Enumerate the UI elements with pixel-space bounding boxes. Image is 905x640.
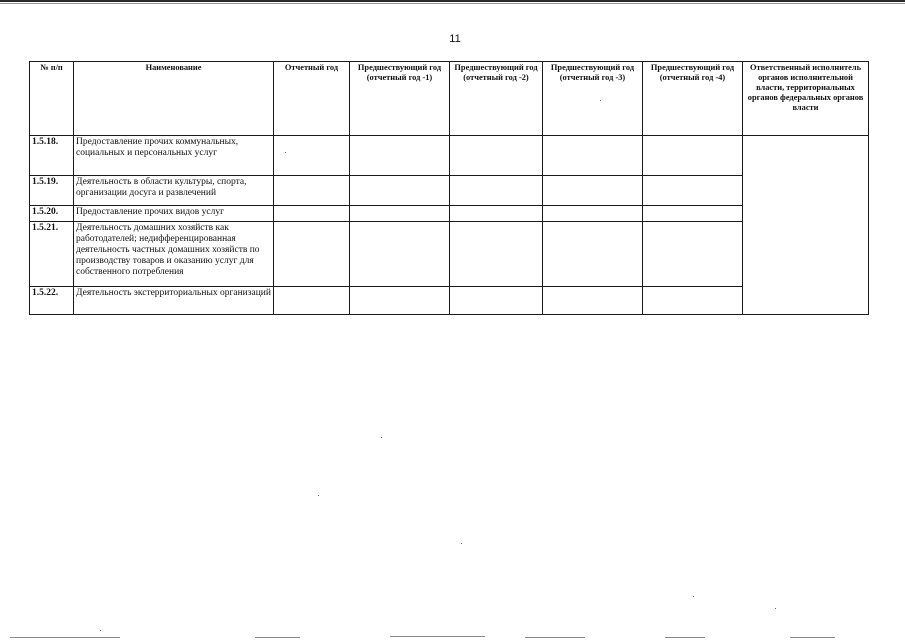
table-header-row: [30, 62, 869, 136]
table-row: [30, 136, 869, 176]
cell-prev-year-1: [350, 136, 450, 176]
cell-prev-year-3: [543, 136, 643, 176]
cell-prev-year-2: [450, 136, 543, 176]
header-name: Наименование: [74, 62, 274, 136]
row-num: 1.5.20.: [30, 206, 74, 222]
scan-top-border-shadow: [0, 3, 905, 4]
scan-speck: [318, 495, 319, 496]
cell-prev-year-4: [643, 136, 743, 176]
cell-prev-year-2: [450, 287, 543, 315]
page-number: 11: [449, 33, 461, 45]
cell-prev-year-4: [643, 176, 743, 206]
cell-responsible: [743, 136, 869, 315]
row-name: Деятельность домашних хозяйств как работодателей; недифференцированная деятельность частных домашних хозяйств по производству товаров и оказанию услуг для собственного потребления: [74, 222, 274, 287]
header-prev-year-1-sub: (отчетный год -1): [366, 73, 433, 82]
header-prev-year-1-title: Предшествующий год: [357, 63, 442, 72]
cell-reporting-year: [274, 136, 350, 176]
scan-speck: [285, 152, 286, 153]
cell-reporting-year: [274, 176, 350, 206]
header-prev-year-2: [450, 62, 543, 136]
scan-speck: [775, 608, 776, 609]
row-name: Деятельность в области культуры, спорта, организации досуга и развлечений: [74, 176, 274, 206]
header-reporting-year-label: Отчетный год: [284, 63, 339, 72]
header-prev-year-1: [350, 62, 450, 136]
row-name: Предоставление прочих коммунальных, социальных и персональных услуг: [74, 136, 274, 176]
cell-prev-year-4: [643, 287, 743, 315]
scan-speck: [100, 630, 101, 631]
row-name: Деятельность экстерриториальных организаций: [74, 287, 274, 315]
cell-prev-year-2: [450, 222, 543, 287]
header-responsible: Ответственный исполнитель органов исполнительной власти, территориальных органов федеральных органов власти: [743, 62, 869, 136]
scan-top-border: [0, 0, 905, 2]
cell-prev-year-1: [350, 176, 450, 206]
cell-prev-year-1: [350, 206, 450, 222]
cell-prev-year-3: [543, 176, 643, 206]
scan-speck: [461, 543, 462, 544]
scan-speck: [693, 596, 694, 597]
cell-prev-year-3: [543, 287, 643, 315]
header-num: № п/п: [30, 62, 74, 136]
row-name: Предоставление прочих видов услуг: [74, 206, 274, 222]
header-prev-year-3-title: Предшествующий год: [550, 63, 635, 72]
row-num: 1.5.18.: [30, 136, 74, 176]
row-num: 1.5.21.: [30, 222, 74, 287]
cell-prev-year-3: [543, 206, 643, 222]
header-prev-year-4-sub: (отчетный год -4): [659, 73, 726, 82]
cell-reporting-year: [274, 222, 350, 287]
cell-prev-year-2: [450, 206, 543, 222]
header-prev-year-3: [543, 62, 643, 136]
cell-prev-year-2: [450, 176, 543, 206]
scan-bottom-edge: [0, 634, 905, 640]
cell-reporting-year: [274, 206, 350, 222]
header-prev-year-2-title: Предшествующий год: [454, 63, 538, 72]
cell-prev-year-4: [643, 206, 743, 222]
cell-reporting-year: [274, 287, 350, 315]
header-prev-year-4: [643, 62, 743, 136]
scan-speck: [381, 437, 382, 438]
header-prev-year-4-title: Предшествующий год: [650, 63, 735, 72]
row-num: 1.5.22.: [30, 287, 74, 315]
cell-prev-year-1: [350, 222, 450, 287]
header-prev-year-2-sub: (отчетный год -2): [463, 73, 529, 82]
header-prev-year-3-sub: (отчетный год -3): [559, 73, 626, 82]
report-table: [29, 61, 869, 315]
scan-speck: [600, 100, 601, 101]
cell-prev-year-1: [350, 287, 450, 315]
row-num: 1.5.19.: [30, 176, 74, 206]
header-reporting-year: [274, 62, 350, 136]
cell-prev-year-3: [543, 222, 643, 287]
cell-prev-year-4: [643, 222, 743, 287]
